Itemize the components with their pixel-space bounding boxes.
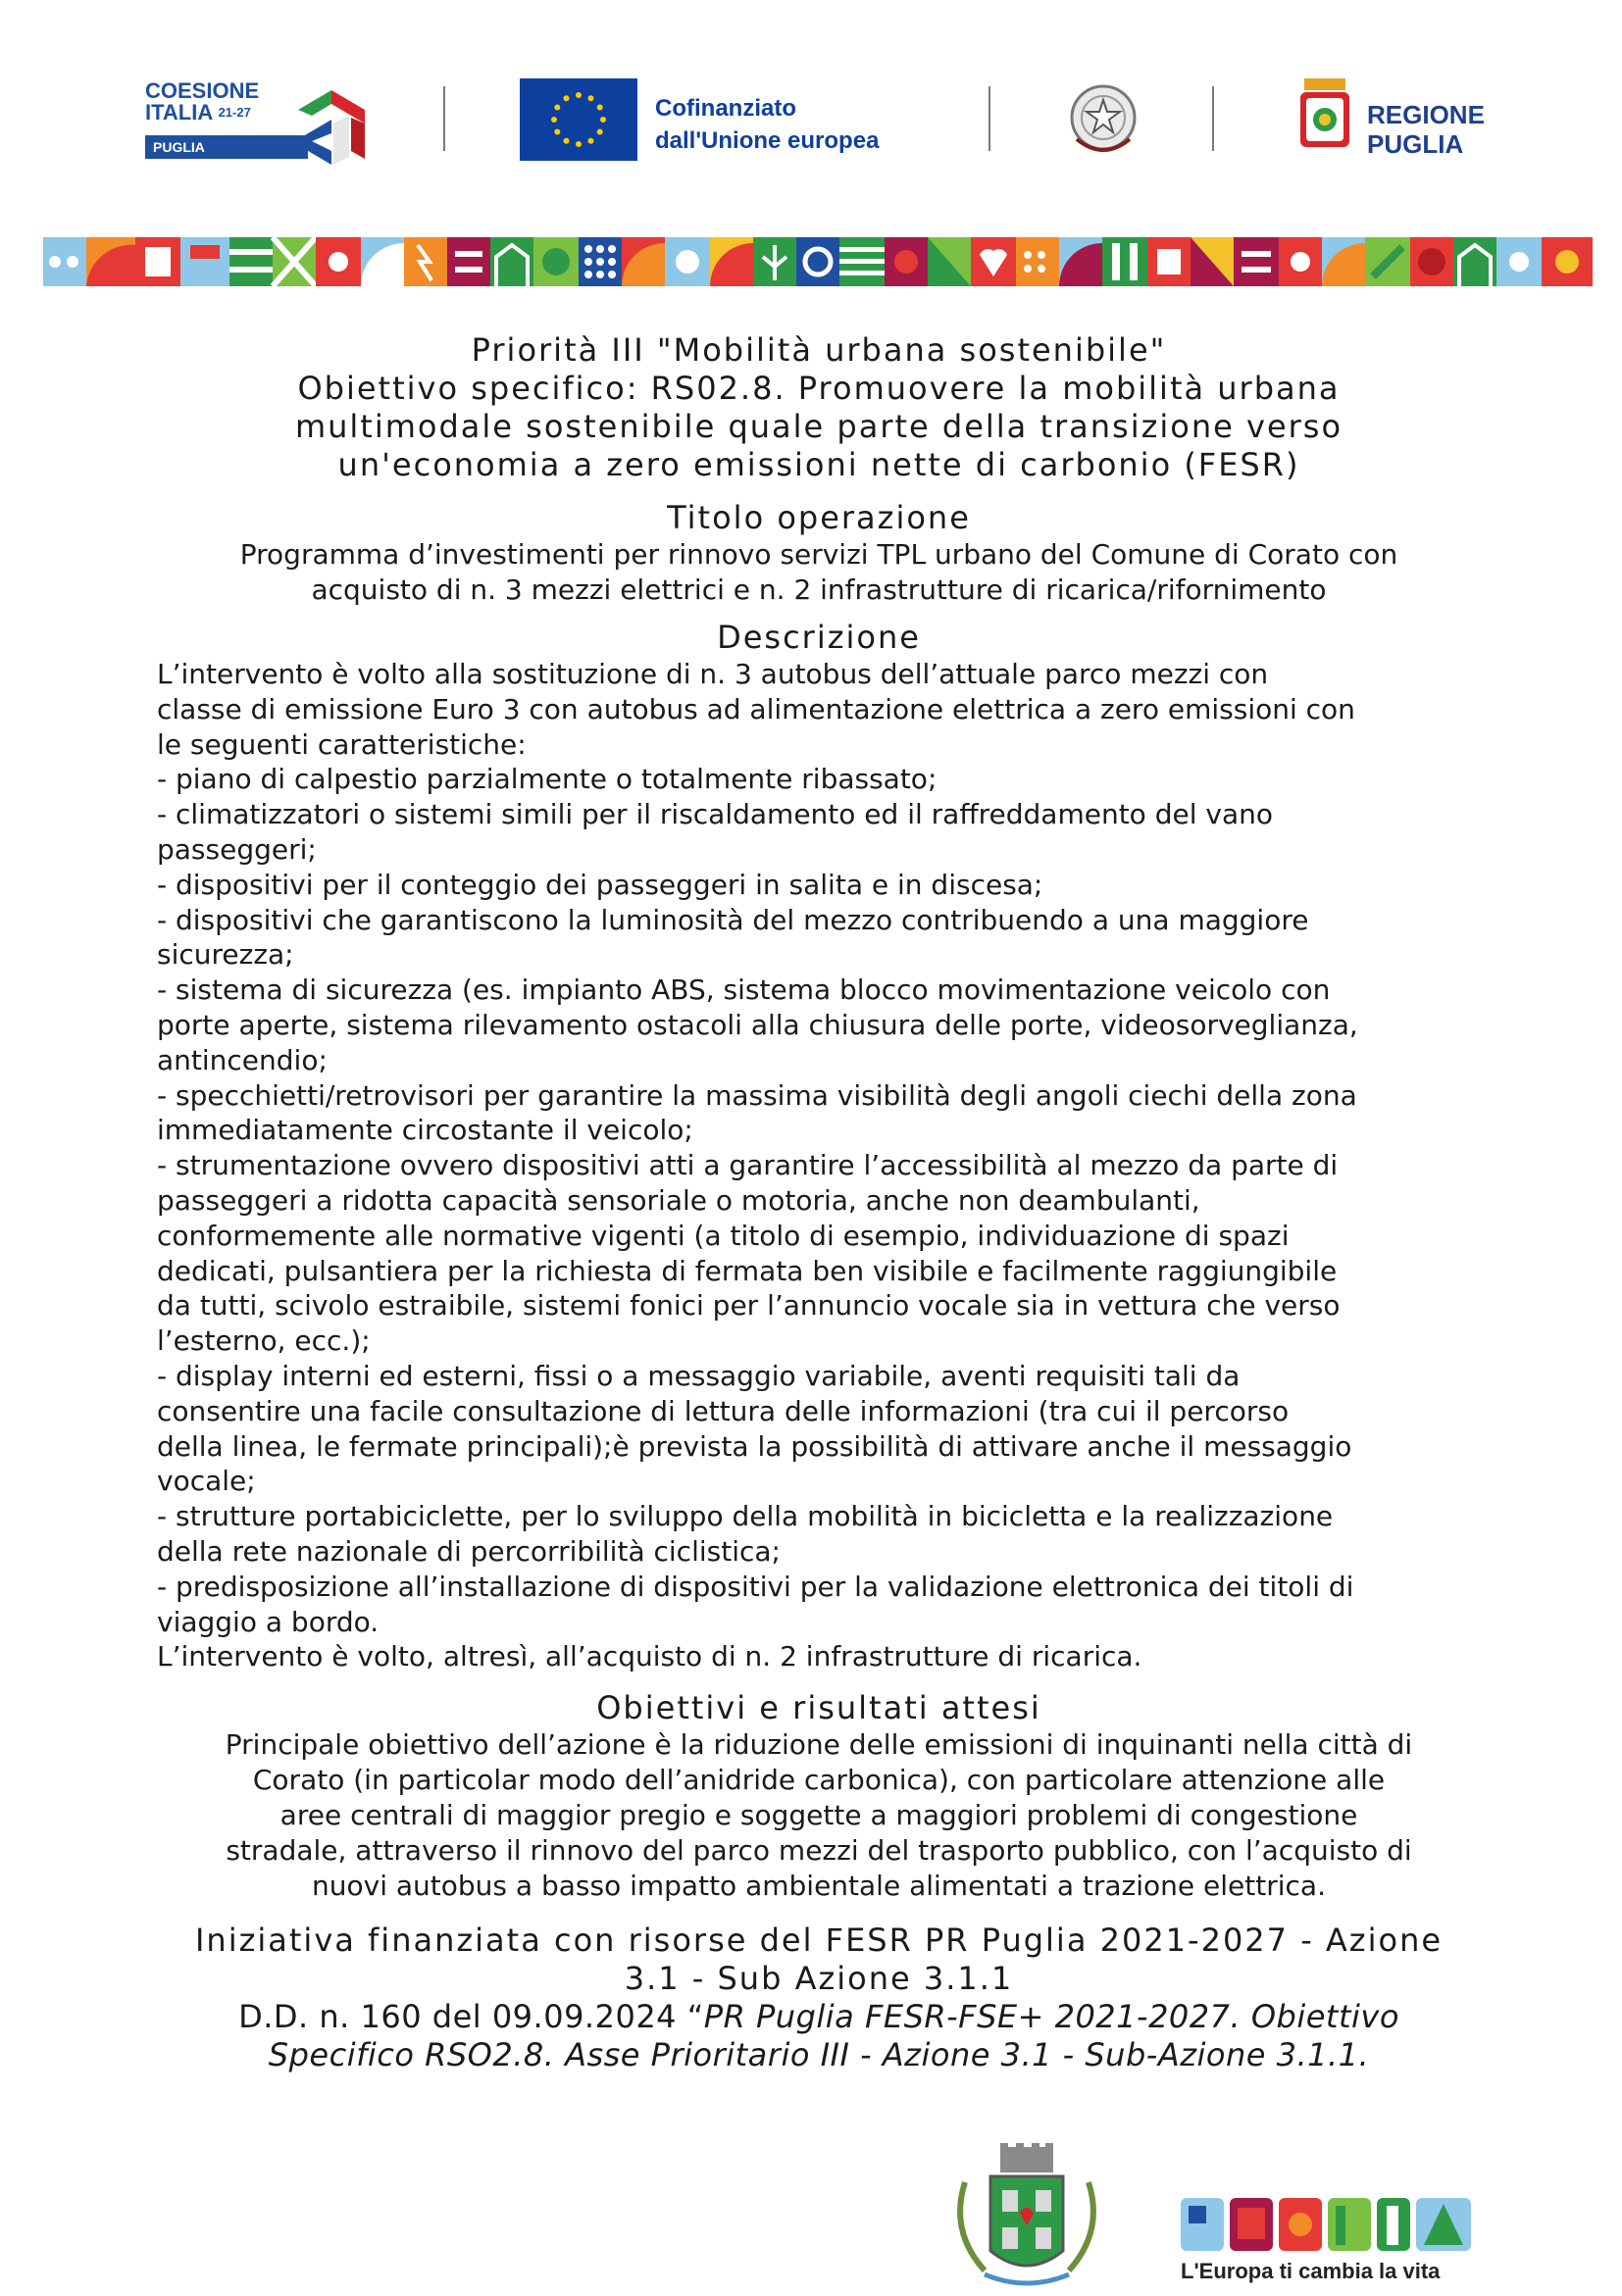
description-line: antincendio; [157, 1043, 328, 1076]
description-line: vocale; [157, 1465, 256, 1498]
priority-line2: Obiettivo specifico: RS02.8. Promuovere la mobilità urbana [297, 370, 1341, 407]
objectives-line: stradale, attraverso il rinnovo del parco mezzi del trasporto pubblico, con l’acquisto di [226, 1834, 1412, 1868]
coesione-badge: PUGLIA [145, 135, 308, 159]
regione-puglia-logo [1294, 76, 1510, 165]
document-body [157, 331, 1481, 2074]
description-line: conformemente alle normative vigenti (a titolo di esempio, individuazione di spazi [157, 1219, 1290, 1252]
decree-prefix: D.D. n. 160 del 09.09.2024 “ [238, 1998, 704, 2036]
description-line: porte aperte, sistema rilevamento ostacoli alla chiusura delle porte, videosorveglianza, [157, 1008, 1358, 1041]
description-line: - piano di calpestio parzialmente o totalmente ribassato; [157, 763, 938, 796]
description-line: consentire una facile consultazione di lettura delle informazioni (tra cui il percorso [157, 1394, 1290, 1427]
logo-divider [443, 86, 445, 151]
description-line: viaggio a bordo. [157, 1605, 380, 1638]
title-line1: Programma d’investimenti per rinnovo servizi TPL urbano del Comune di Corato con [239, 538, 1398, 571]
description-line: L’intervento è volto, altresì, all’acquisto di n. 2 infrastrutture di ricarica. [157, 1640, 1142, 1673]
description-line: L’intervento è volto alla sostituzione di n. 3 autobus dell’attuale parco mezzi con [157, 658, 1269, 690]
eu-line2: dall'Unione europea [655, 127, 880, 154]
coesione-arrow-icon [292, 80, 369, 169]
description-line: - sistema di sicurezza (es. impianto ABS, sistema blocco movimentazione veicolo con [157, 973, 1331, 1007]
decree-title-part1: PR Puglia FESR-FSE+ 2021-2027. Obiettivo [703, 1998, 1399, 2036]
description-section [157, 618, 1481, 1674]
eu-cofinanced-logo [520, 78, 912, 167]
coesione-line2: ITALIA [145, 100, 213, 125]
description-line: dedicati, pulsantiera per la richiesta di fermata ben visibile e facilmente raggiungibile [157, 1254, 1338, 1287]
eu-line1: Cofinanziato [655, 95, 796, 122]
description-line: da tutti, scivolo estraibile, sistemi fonici per l’annuncio vocale sia in vettura che verso [157, 1289, 1341, 1323]
description-line: della rete nazionale di percorribilità ciclistica; [157, 1534, 781, 1568]
description-line: - predisposizione all’installazione di dispositivi per la validazione elettronica dei titoli di [157, 1570, 1354, 1603]
coesione-years: 21-27 [218, 105, 251, 120]
description-line: della linea, le fermate principali);è prevista la possibilità di attivare anche il messaggio [157, 1429, 1352, 1463]
description-line: - dispositivi per il conteggio dei passeggeri in salita e in discesa; [157, 868, 1043, 901]
puglia-wordmark-icon [1181, 2196, 1475, 2255]
coesione-line1: COESIONE [145, 78, 260, 103]
puglia-brand-logo [1181, 2196, 1475, 2289]
logo-divider [1212, 86, 1214, 151]
description-line: - strumentazione ovvero dispositivi atti a garantire l’accessibilità al mezzo da parte di [157, 1149, 1339, 1182]
regione-line1: REGIONE [1367, 100, 1485, 129]
description-line: l’esterno, ecc.); [157, 1324, 371, 1358]
description-line: le seguenti caratteristiche: [157, 727, 527, 761]
funding-section [157, 1922, 1481, 2074]
coesione-text [145, 80, 259, 124]
decree-line2: Specifico RSO2.8. Asse Prioritario III - Azione 3.1 - Sub-Azione 3.1.1. [268, 2036, 1370, 2074]
description-line: sicurezza; [157, 938, 294, 972]
description-line: - strutture portabiciclette, per lo sviluppo della mobilità in bicicletta e la realizzazione [157, 1500, 1334, 1533]
italian-republic-emblem-icon [1067, 78, 1140, 161]
description-line: passeggeri a ridotta capacità sensoriale o motoria, anche non deambulanti, [157, 1183, 1200, 1217]
description-line: - climatizzatori o sistemi simili per il riscaldamento ed il raffreddamento del vano [157, 798, 1273, 831]
description-text [157, 657, 1481, 1674]
eu-text [655, 92, 879, 157]
logo-divider [988, 86, 990, 151]
puglia-tagline: L'Europa ti cambia la vita [1181, 2259, 1441, 2283]
objectives-heading: Obiettivi e risultati attesi [596, 1689, 1041, 1727]
coesione-italia-logo [145, 75, 371, 173]
priority-line3: multimodale sostenibile quale parte della transizione verso [294, 408, 1343, 445]
title-line2: acquisto di n. 3 mezzi elettrici e n. 2 infrastrutture di ricarica/rifornimento [311, 574, 1327, 606]
decorative-icon-strip [43, 237, 1593, 286]
priority-line4: un'economia a zero emissioni nette di carbonio (FESR) [337, 446, 1300, 483]
objectives-line: aree centrali di maggior pregio e soggette a maggiori problemi di congestione [279, 1799, 1358, 1832]
description-line: - display interni ed esterni, fissi o a messaggio variabile, aventi requisiti tali da [157, 1359, 1241, 1392]
description-line: passeggeri; [157, 832, 317, 866]
corato-coat-of-arms-icon [945, 2143, 1108, 2292]
objectives-text [157, 1727, 1481, 1904]
objectives-section [157, 1688, 1481, 1904]
regione-shield-icon [1294, 76, 1355, 161]
description-line: - dispositivi che garantiscono la luminosità del mezzo contribuendo a una maggiore [157, 903, 1309, 936]
header-logos [0, 69, 1622, 176]
regione-line2: PUGLIA [1367, 129, 1464, 159]
objectives-line: Principale obiettivo dell’azione è la riduzione delle emissioni di inquinanti nella città di [225, 1728, 1413, 1762]
funding-line1: Iniziativa finanziata con risorse del FESR PR Puglia 2021-2027 - Azione [194, 1922, 1444, 1960]
eu-flag-icon [520, 78, 637, 161]
description-line: - specchietti/retrovisori per garantire la massima visibilità degli angoli ciechi della zona [157, 1078, 1357, 1112]
title-heading: Titolo operazione [667, 499, 971, 536]
objectives-line: nuovi autobus a basso impatto ambientale alimentati a trazione elettrica. [312, 1870, 1326, 1903]
description-line: classe di emissione Euro 3 con autobus ad alimentazione elettrica a zero emissioni con [157, 692, 1355, 725]
funding-line2: 3.1 - Sub Azione 3.1.1 [624, 1960, 1014, 1998]
description-heading: Descrizione [717, 619, 921, 656]
regione-text [1367, 100, 1485, 159]
description-line: immediatamente circostante il veicolo; [157, 1114, 693, 1147]
priority-block [157, 331, 1481, 484]
decree-line1 [157, 1998, 1481, 2036]
title-section [157, 498, 1481, 608]
priority-line1: Priorità III "Mobilità urbana sostenibile" [471, 331, 1167, 369]
objectives-line: Corato (in particolar modo dell’anidride carbonica), con particolare attenzione alle [252, 1764, 1386, 1797]
